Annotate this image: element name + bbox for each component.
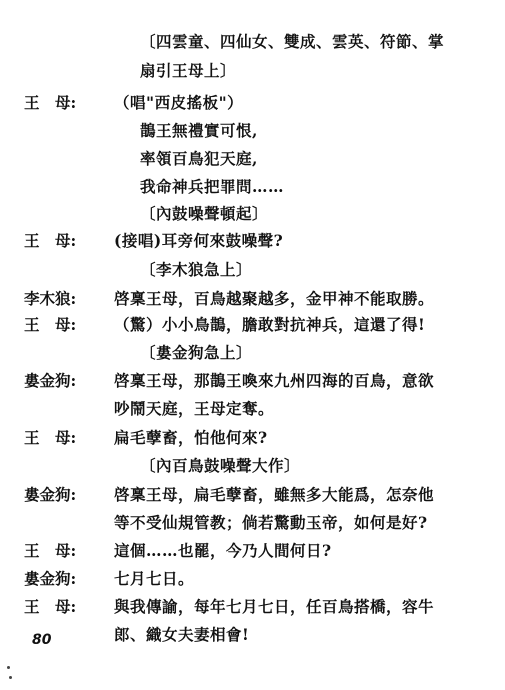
dialogue-text: （唱"西皮搖板"） — [114, 93, 244, 112]
speaker-label: 王 母: — [24, 231, 77, 250]
speaker-label: 婁金狗: — [24, 569, 77, 588]
stage-direction: 〔內百鳥鼓噪聲大作〕 — [140, 456, 301, 475]
dialogue-text: 啓稟王母，扁毛孽畜，雖無多大能爲，怎奈他 — [114, 485, 435, 504]
dialogue-text: 等不受仙規管教；倘若驚動玉帝，如何是好? — [114, 513, 428, 532]
stage-direction: 〔內鼓噪聲頓起〕 — [140, 204, 269, 223]
speaker-label: 李木狼: — [24, 289, 77, 308]
speaker-label: 王 母: — [24, 597, 77, 616]
dialogue-text: 扁毛孽畜，怕他何來? — [114, 428, 268, 447]
scan-speck — [7, 666, 10, 669]
verse-line: 率領百鳥犯天庭, — [140, 149, 258, 168]
dialogue-text: 郎、織女夫妻相會! — [114, 625, 250, 644]
dialogue-text: (接唱)耳旁何來鼓噪聲? — [114, 231, 284, 250]
dialogue-text: 吵鬧天庭，王母定奪。 — [114, 399, 275, 418]
stage-direction: 扇引王母上〕 — [140, 61, 237, 80]
stage-direction: 〔李木狼急上〕 — [140, 260, 253, 279]
stage-direction: 〔婁金狗急上〕 — [140, 343, 253, 362]
speaker-label: 王 母: — [24, 315, 77, 334]
verse-line: 鵲王無禮實可恨, — [140, 121, 258, 140]
speaker-label: 婁金狗: — [24, 371, 77, 390]
dialogue-text: 這個……也罷，今乃人間何日? — [114, 541, 332, 560]
dialogue-text: （驚）小小鳥鵲，膽敢對抗神兵，這還了得! — [114, 315, 426, 334]
dialogue-text: 七月七日。 — [114, 569, 195, 588]
dialogue-text: 啓稟王母，那鵲王喚來九州四海的百鳥，意欲 — [114, 371, 435, 390]
dialogue-text: 啓稟王母，百鳥越聚越多，金甲神不能取勝。 — [114, 289, 435, 308]
page-number: 80 — [32, 632, 52, 648]
stage-direction: 〔四雲童、四仙女、雙成、雲英、符節、掌 — [140, 32, 445, 51]
verse-line: 我命神兵把罪問…… — [140, 177, 285, 196]
speaker-label: 王 母: — [24, 93, 77, 112]
speaker-label: 王 母: — [24, 541, 77, 560]
dialogue-text: 與我傳諭，每年七月七日，任百鳥搭橋，容牛 — [114, 597, 435, 616]
scan-speck — [9, 676, 12, 679]
speaker-label: 婁金狗: — [24, 485, 77, 504]
speaker-label: 王 母: — [24, 428, 77, 447]
